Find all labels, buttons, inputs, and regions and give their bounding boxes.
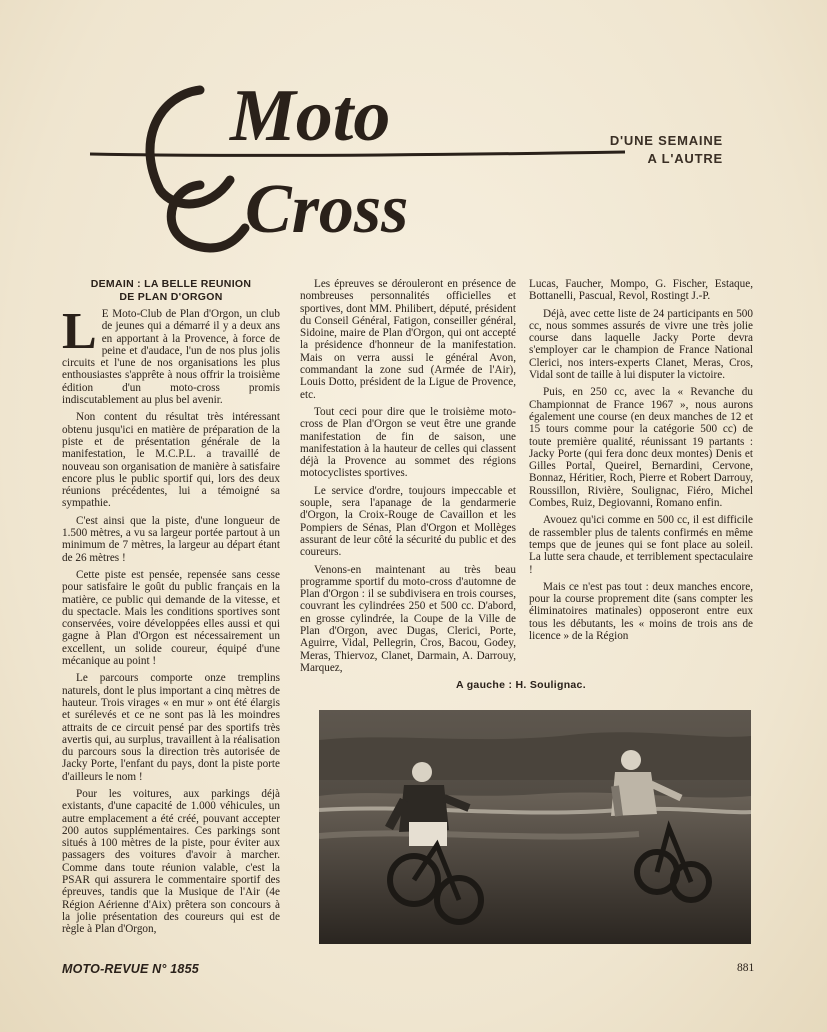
paragraph: Le parcours comporte onze tremplins naturels, dont le plus important a cinq mètres de hauteur. Trois virages « en mur » ont été élargis et surélevés et ce ne sont pas là les moindres attraits de ce circuit pensé par des sportifs très avertis qui, au surplus, travaillent à la réalisation du parcours sous la direction très autorisée de Jacky Porte, l'enfant du pays, dont la piste porte d'ailleurs le nom ! [62,672,280,783]
paragraph: Venons-en maintenant au très beau programme sportif du moto-cross d'automne de Plan d'Orgon : il se subdivisera en trois courses, couvrant les cylindrées 250 et 500 cc. D'abord, en grosse cylindrée, la Coupe de la Ville de Plan d'Orgon, avec Dugas, Clerici, Porte, Aguirre, Vidal, Pellegrin, Cros, Bacou, Godey, Meras, Thiervoz, Clanet, Darmain, A. Darrouy, Marquez, [300,563,516,674]
article-column-1 [62,278,280,941]
paragraph: C'est ainsi que la piste, d'une longueur de 1.500 mètres, a vu sa largeur portée partout à un minimum de 7 mètres, la largeur au départ étant de 26 mètres ! [62,514,280,564]
kicker-line-2: A L'AUTRE [647,151,723,166]
article-headline [62,278,280,304]
paragraph [62,303,280,407]
magazine-issue: MOTO-REVUE N° 1855 [62,962,199,976]
paragraph: Pour les voitures, aux parkings déjà existants, d'une capacité de 1.000 véhicules, un autre emplacement a été créé, pouvant accepter 200 autos supplémentaires. Ces parkings sont situés à 100 mètres de la piste, pour éviter aux passagers des voitures d'avoir à marcher. Comme dans toute réunion valable, c'est la PSAR qui assurera le commentaire sportif des épreuves, tandis que la Musique de l'Air (4e Région Aérienne d'Aix) prêtera son concours à la jolie présentation des coureurs qui est de règle à Plan d'Orgon, [62,787,280,936]
paragraph: Les épreuves se dérouleront en présence de nombreuses personnalités officielles et sportives, dont MM. Philibert, député, président du Conseil Général, Fatigon, conseiller général, Sidoine, maire de Plan d'Orgon, qui ont accepté la présidence d'honneur de la manifestation. Mais on verra aussi le général Avon, commandant la zone sud (Armée de l'Air), Louis Dotto, président de la Ligue de Provence, etc. [300,278,516,401]
paragraph: Tout ceci pour dire que le troisième moto-cross de Plan d'Orgon se veut être une grande manifestation de fin de saison, une manifestation à la hauteur de celles qui classent déjà la Provence au sommet des régions motocyclistes sportives. [300,405,516,480]
paragraph: Lucas, Faucher, Mompo, G. Fischer, Estaque, Bottanelli, Pascual, Revol, Rostingt J.-P. [529,278,753,303]
kicker-line-1: D'UNE SEMAINE [609,133,723,148]
motocross-riders-photo [319,710,751,944]
paragraph: Déjà, avec cette liste de 24 participants en 500 cc, nous sommes assurés de vivre une très jolie course dans laquelle Jacky Porte devra s'employer car le champion de France National Clerici, nos inters-experts Clanet, Meras, Cros, Vidal sont de taille à lui disputer la victoire. [529,307,753,382]
paragraph-text: E Moto-Club de Plan d'Orgon, un club de jeunes qui a démarré il y a deux ans en apportant à la Provence, à force de peine et d'audace, l'un de nos plus jolis circuits et l'une de nos organisations les plus enthousiastes s'apprête à nous offrir la troisième édition d'un moto-cross promis indiscutablement au plus bel avenir. [62,308,280,407]
paragraph: Le service d'ordre, toujours impeccable et souple, sera l'apanage de la gendarmerie d'Orgon, la Croix-Rouge de Cavaillon et les Pompiers de Sénas, Plan d'Orgon et Mollèges assurant de leur côté la sécurité du public et des coureurs. [300,484,516,559]
paragraph: Avouez qu'ici comme en 500 cc, il est difficile de rassembler plus de talents confirmés en même temps que de jeunes qui se font place au soleil. La lutte sera chaude, et terriblement spectaculaire ! [529,514,753,576]
headline-line-2: DE PLAN D'ORGON [119,291,223,303]
paragraph: Cette piste est pensée, repensée sans cesse pour satisfaire le goût du public français en la matière, ce public qui demande de la vitesse, et du spectacle. Mais les conditions sportives sont conservées, voire développées elles aussi et qui gagne à Plan d'Orgon est nécessairement un excellent, un solide coureur, équipé d'une mécanique au point ! [62,568,280,668]
moto-cross-logo [80,60,640,260]
logo-word-2: Cross [245,171,409,248]
headline-line-1: DEMAIN : LA BELLE REUNION [90,278,252,290]
drop-cap: L [62,303,97,360]
paragraph: Non content du résultat très intéressant obtenu jusqu'ici en matière de préparation de la piste et de présentation générale de la manifestation, le M.C.P.L. a travaillé de nouveau son organisation de manière à satisfaire encore plus le public sportif qui, lors des deux réunions précédentes, lui a témoigné sa sympathie. [62,411,280,510]
paragraph: Mais ce n'est pas tout : deux manches encore, pour la course proprement dite (sans compter les éliminatoires matinales) opposeront entre eux tous les débutants, les « moins de trois ans de licence » de la Région [529,580,753,643]
paragraph: Puis, en 250 cc, avec la « Revanche du Championnat de France 1967 », nous aurons également une course (en deux manches de 12 et 15 tours comme pour la catégorie 500 cc) de toute première qualité, réunissant 19 partants : Jacky Porte (qui fera donc deux montes) Denis et Gilles Portal, Queirel, Bernardini, Cervone, Bonnaz, Héritier, Roch, Pierre et Robert Darrouy, Roussillon, Rivière, Soulignac, Fiéro, Michel Combes, Ruiz, Degiovanni, Romano enfin. [529,386,753,510]
section-kicker [610,132,723,168]
page-number: 881 [737,962,755,974]
photo-caption: A gauche : H. Soulignac. [456,679,586,691]
logo-word-1: Moto [230,75,391,157]
article-column-2 [300,278,516,679]
article-column-3 [529,278,753,647]
